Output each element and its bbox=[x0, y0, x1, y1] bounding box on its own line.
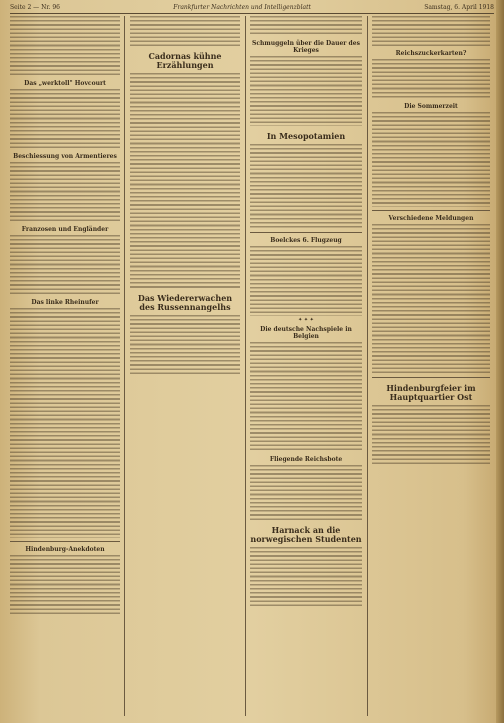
column-1 bbox=[10, 16, 120, 716]
divider bbox=[250, 232, 362, 233]
text-block bbox=[372, 59, 490, 99]
page-edge-shadow bbox=[496, 0, 504, 723]
text-block bbox=[130, 315, 240, 375]
text-block bbox=[130, 73, 240, 288]
divider bbox=[372, 377, 490, 378]
text-block bbox=[250, 56, 362, 126]
headline: Cadornas kühne Erzählungen bbox=[148, 51, 222, 70]
text-block bbox=[250, 16, 362, 36]
text-block bbox=[372, 405, 490, 465]
headline: Beschiessung von Armentieres bbox=[13, 153, 117, 160]
headline: Franzosen und Engländer bbox=[21, 226, 109, 233]
headline: Boelckes 6. Flugzeug bbox=[270, 237, 342, 244]
text-block bbox=[372, 224, 490, 374]
headline: Schmuggeln über die Dauer des Krieges bbox=[252, 40, 360, 54]
column-4 bbox=[372, 16, 490, 716]
text-block bbox=[10, 16, 120, 76]
text-block bbox=[250, 342, 362, 452]
headline: Fliegende Reichsbote bbox=[269, 456, 343, 464]
headline: Verschiedene Meldungen bbox=[388, 215, 474, 222]
headline: Reichszuckerkarten? bbox=[395, 50, 467, 57]
header-center: Frankfurter Nachrichten und Intelligenzblatt bbox=[173, 4, 311, 11]
headline: In Mesopotamien bbox=[266, 131, 346, 141]
text-block bbox=[250, 144, 362, 229]
headline: Das Wiedererwachen des Russennangelhs bbox=[137, 293, 233, 312]
text-block bbox=[372, 112, 490, 207]
page-header bbox=[10, 3, 494, 14]
headline: Das linke Rheinufer bbox=[31, 299, 99, 306]
star-ornament: ✦ ✦ ✦ bbox=[298, 317, 314, 323]
header-left: Seite 2 — Nr. 96 bbox=[10, 4, 60, 11]
headline: Die deutsche Nachspiele in Belgien bbox=[260, 326, 352, 341]
text-block bbox=[130, 16, 240, 46]
text-block bbox=[250, 547, 362, 607]
column-rule bbox=[367, 16, 368, 716]
headline: Hindenburg-Anekdoten bbox=[25, 546, 105, 553]
headline: Harnack an die norwegischen Studenten bbox=[250, 525, 362, 545]
headline: Das „werktoll" Hovcourt bbox=[24, 80, 106, 87]
text-block bbox=[10, 235, 120, 295]
divider bbox=[372, 210, 490, 211]
text-block bbox=[372, 16, 490, 46]
text-block bbox=[10, 162, 120, 222]
headline: Die Sommerzeit bbox=[404, 103, 458, 110]
headline: Hindenburgfeier im Hauptquartier Ost bbox=[386, 383, 476, 402]
column-rule bbox=[124, 16, 125, 716]
text-block bbox=[250, 465, 362, 520]
column-2 bbox=[130, 16, 240, 716]
text-block bbox=[250, 246, 362, 316]
header-right: Samstag, 6. April 1918 bbox=[424, 4, 494, 11]
text-block bbox=[10, 555, 120, 615]
divider bbox=[10, 541, 120, 542]
column-3 bbox=[250, 16, 362, 716]
column-rule bbox=[245, 16, 246, 716]
text-block bbox=[10, 308, 120, 538]
text-block bbox=[10, 89, 120, 149]
